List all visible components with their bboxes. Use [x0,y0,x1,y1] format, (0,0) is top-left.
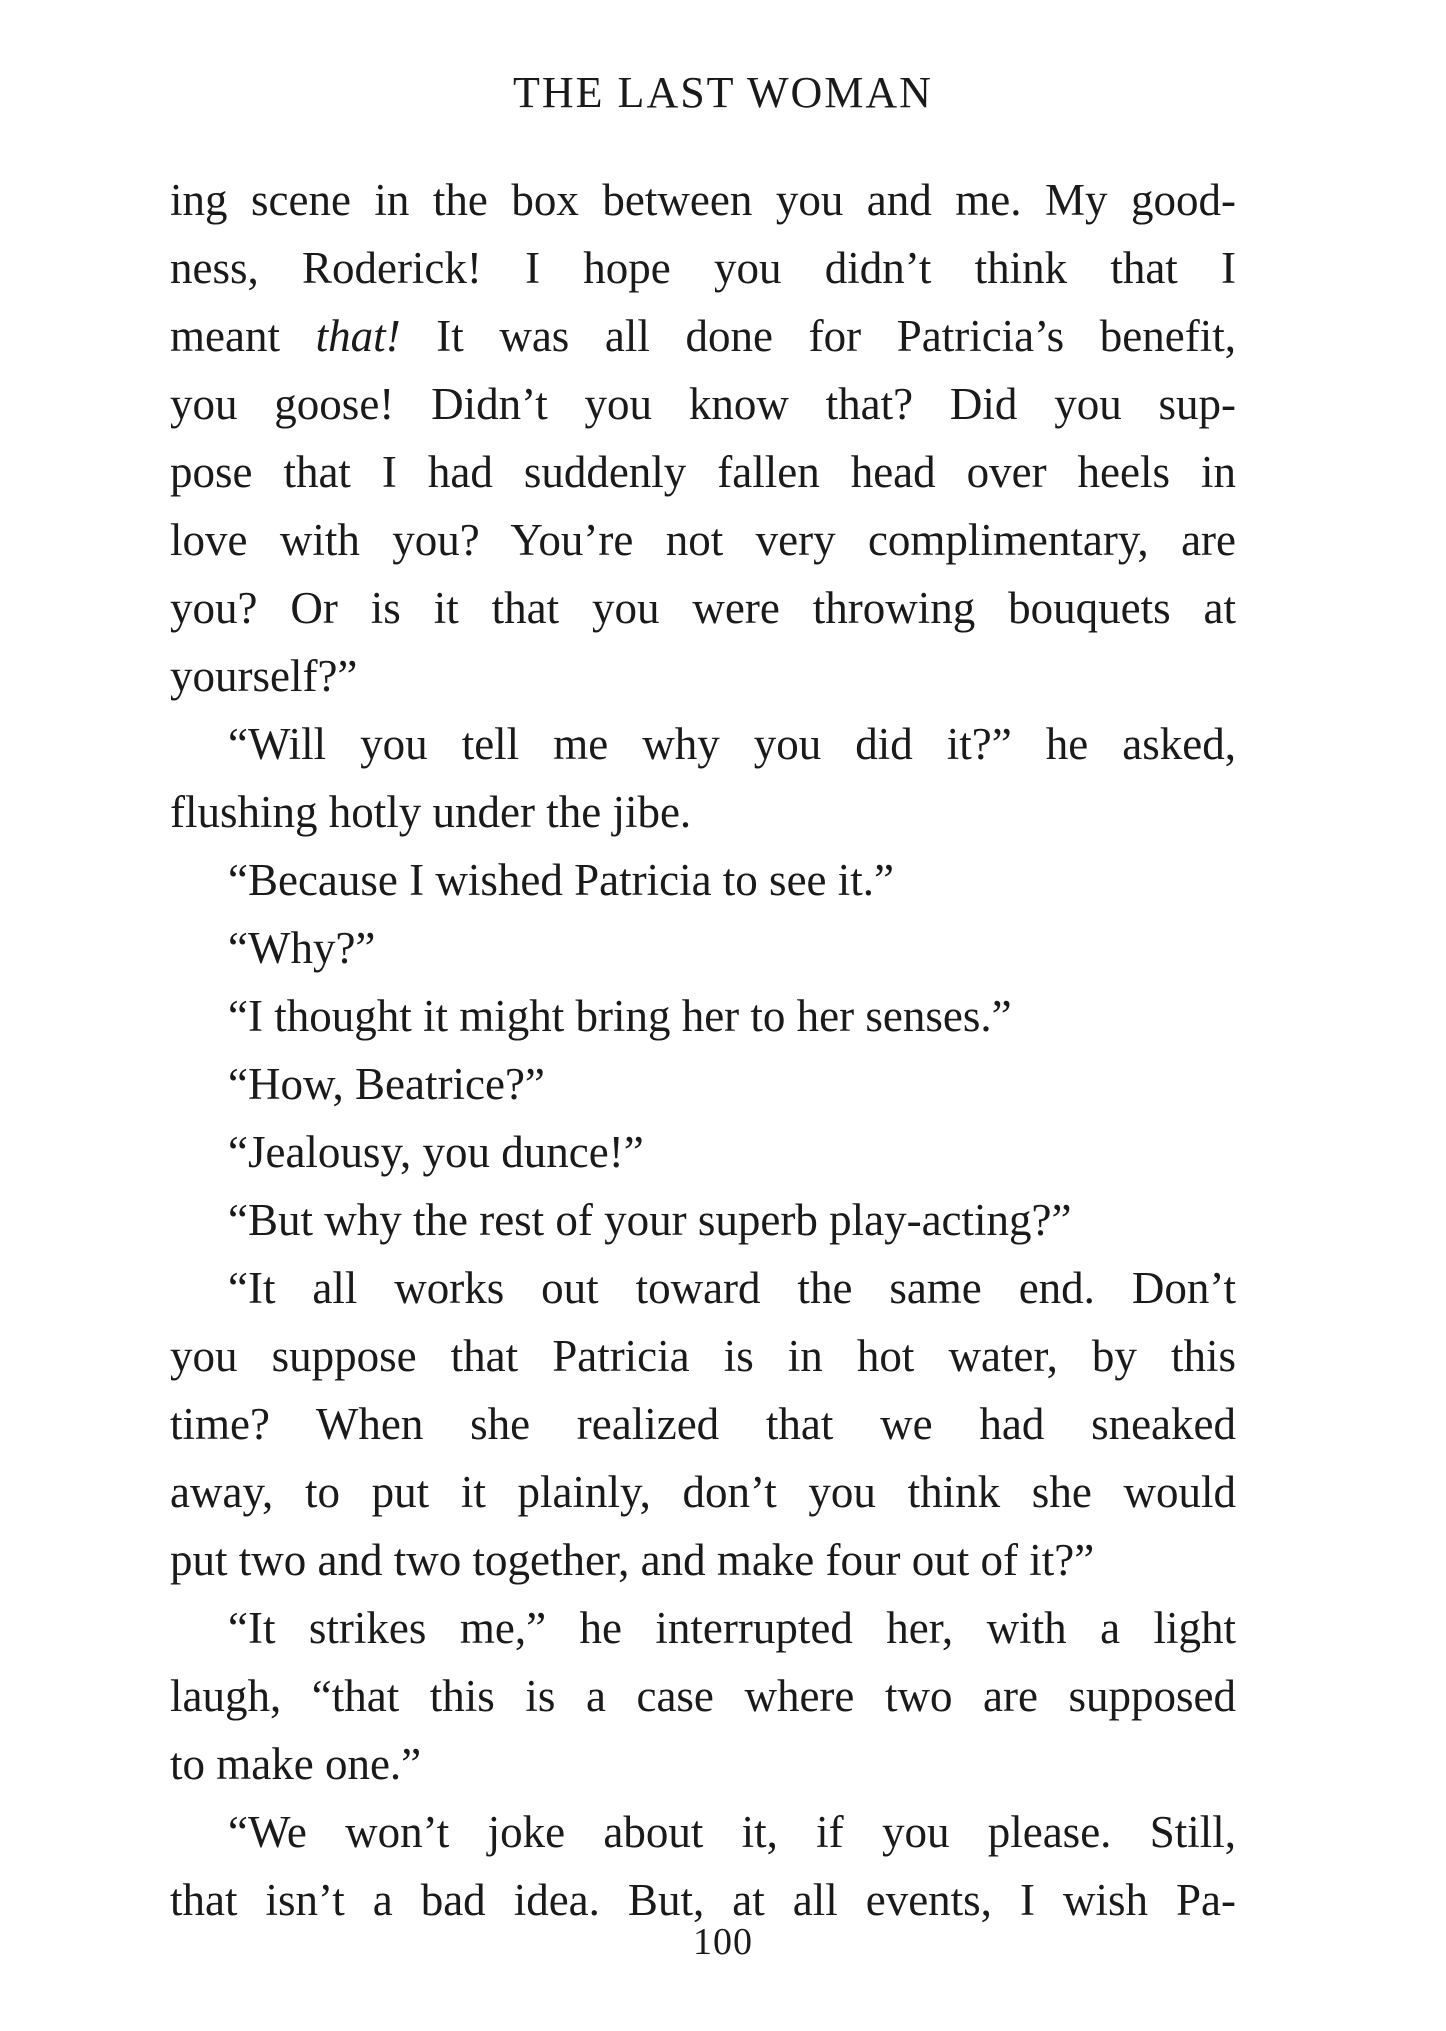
text-line: “How, Beatrice?” [228,1059,545,1109]
text-line: that isn’t a bad idea. But, at all events, I wish Pa- [170,1875,1236,1925]
text-line: “We won’t joke about it, if you please. Still, [228,1807,1236,1857]
body-text [170,166,1236,1934]
text-line: pose that I had suddenly fallen head over heels in [170,447,1236,497]
text-line: you goose! Didn’t you know that? Did you sup- [170,379,1236,429]
text-line: “Because I wished Patricia to see it.” [228,855,894,905]
running-head: THE LAST WOMAN [513,68,933,117]
text-line: you? Or is it that you were throwing bouquets at [170,583,1236,633]
text-line: “Why?” [228,923,376,973]
text-line: “Jealousy, you dunce!” [228,1127,644,1177]
text-line: ness, Roderick! I hope you didn’t think that I [170,243,1236,293]
text-line: laugh, “that this is a case where two are supposed [170,1671,1236,1721]
text-line: flushing hotly under the jibe. [170,787,692,837]
text-line: to make one.” [170,1739,422,1789]
text-line: you suppose that Patricia is in hot water, by this [170,1331,1236,1381]
text-line: ing scene in the box between you and me. My good- [170,175,1236,225]
text-line: “It all works out toward the same end. Don’t [228,1263,1236,1313]
text-line: “But why the rest of your superb play-acting?” [228,1195,1072,1245]
text-line: yourself?” [170,651,358,701]
page-number: 100 [693,1921,753,1963]
text-line: away, to put it plainly, don’t you think she would [170,1467,1236,1517]
text-line: “I thought it might bring her to her senses.” [228,991,1012,1041]
text-line: “Will you tell me why you did it?” he asked, [228,719,1236,769]
text-line: put two and two together, and make four out of it?” [170,1535,1095,1585]
text-line: time? When she realized that we had sneaked [170,1399,1236,1449]
text-line: “It strikes me,” he interrupted her, with a light [228,1603,1236,1653]
text-line: meant that! It was all done for Patricia’s benefit, [170,311,1236,361]
text-line: love with you? You’re not very complimentary, are [170,515,1236,565]
